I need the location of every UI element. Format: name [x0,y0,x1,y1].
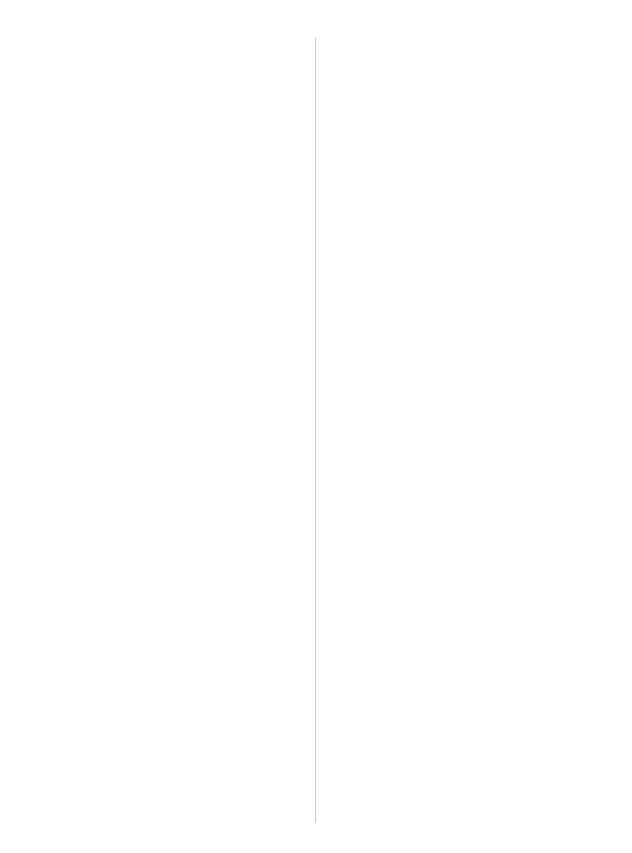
left-column [18,38,316,823]
right-column [316,38,614,823]
toc-columns [18,38,614,823]
